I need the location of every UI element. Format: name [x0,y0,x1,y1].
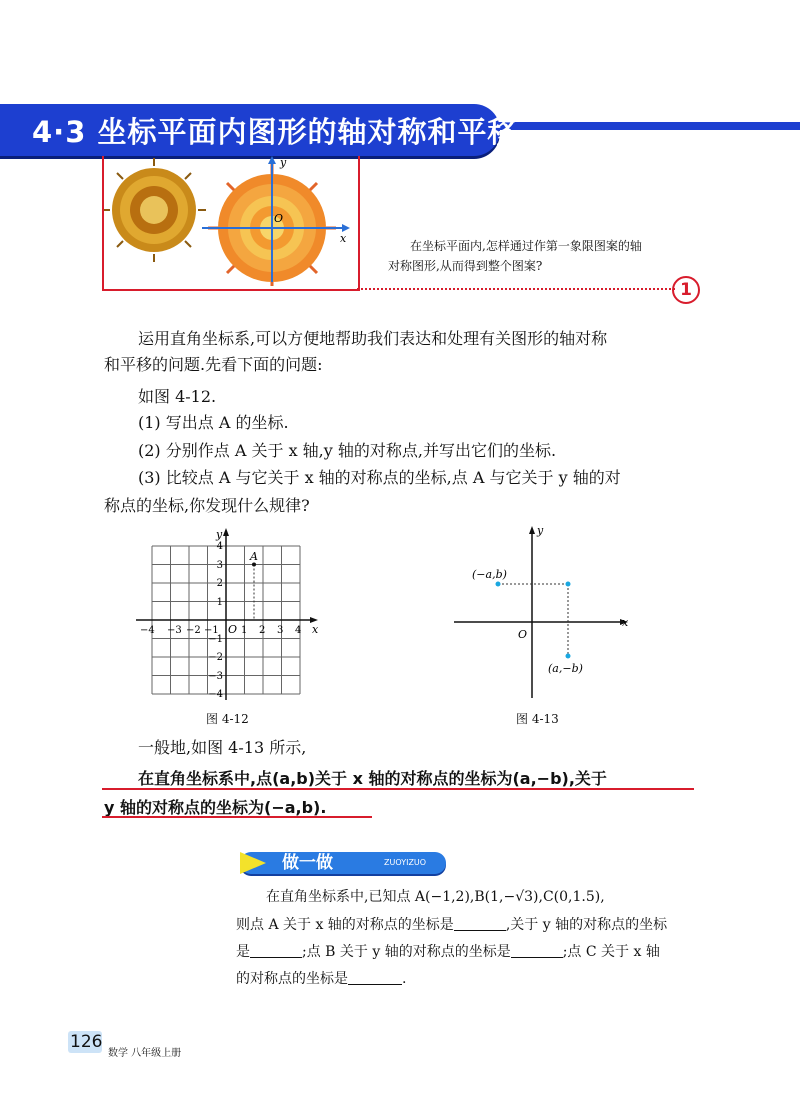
point-a [252,563,256,567]
exercise-line2: 则点 A 关于 x 轴的对称点的坐标是 ,关于 y 轴的对称点的坐标 [236,917,668,933]
banner-rule [490,122,800,130]
answer-blank-2[interactable] [250,943,302,958]
question-2: (2) 分别作点 A 关于 x 轴,y 轴的对称点,并写出它们的坐标. [138,441,557,460]
fig412-origin: O [228,623,238,636]
question-1: (1) 写出点 A 的坐标. [138,413,289,432]
figure-4-12 [130,528,330,710]
fig412-caption: 图 4-12 [206,712,249,726]
paragraph-2: 如图 4-12. [138,387,217,406]
fig413-origin: O [518,628,528,641]
svg-text:4: 4 [216,541,223,552]
point-a-b [566,582,571,587]
key-underline-2 [102,816,372,818]
intro-origin-label: O [274,212,284,225]
svg-text:3: 3 [277,625,284,636]
exercise-line1: 在直角坐标系中,已知点 A(−1,2),B(1,−√3),C(0,1.5), [266,889,605,905]
general-statement: 一般地,如图 4-13 所示, [138,738,307,757]
answer-blank-1[interactable] [454,916,506,931]
question-3-line2: 称点的坐标,你发现什么规律? [104,496,310,515]
key-statement-line1: 在直角坐标系中,点(a,b)关于 x 轴的对称点的坐标为(a,−b),关于 [138,769,607,788]
svg-text:−1: −1 [204,625,219,636]
label-neg-a-b: (−a,b) [472,568,507,581]
svg-text:−4: −4 [208,689,223,700]
fig412-x-label: x [312,623,319,636]
point-neg-a-b [496,582,501,587]
exercise-pinyin: ZUOYIZUO [384,858,427,867]
fig413-x-label: x [622,616,629,629]
intro-x-label: x [340,232,347,245]
exercise-line4: 的对称点的坐标是 . [236,971,407,987]
answer-blank-4[interactable] [348,970,402,985]
exercise-title: 做一做 [282,853,333,873]
section-number-badge: 1 [672,276,700,304]
svg-text:−3: −3 [208,671,223,682]
answer-blank-3[interactable] [511,943,563,958]
point-a-label: A [250,550,258,563]
left-flower-icon [104,158,206,262]
intro-question-line2: 对称图形,从而得到整个图案? [388,259,543,273]
svg-text:−3: −3 [167,625,182,636]
key-statement-line2: y 轴的对称点的坐标为(−a,b). [104,798,327,817]
svg-text:3: 3 [216,560,223,571]
svg-text:2: 2 [259,625,266,636]
page-number: 126 [70,1032,103,1052]
intro-question-line1: 在坐标平面内,怎样通过作第一象限图案的轴 [410,239,642,253]
intro-y-label: y [280,156,287,169]
section-title: 4·3 坐标平面内图形的轴对称和平移 [32,115,518,149]
svg-text:−2: −2 [208,652,223,663]
key-underline-1 [102,788,694,790]
svg-text:1: 1 [241,625,248,636]
flower-pattern-figure [104,156,354,286]
svg-text:−1: −1 [208,634,223,645]
svg-text:2: 2 [216,578,223,589]
book-title: 数学 八年级上册 [108,1048,182,1059]
question-3-line1: (3) 比较点 A 与它关于 x 轴的对称点的坐标,点 A 与它关于 y 轴的对 [138,468,621,487]
point-a-neg-b [566,654,571,659]
svg-text:−4: −4 [140,625,155,636]
fig412-y-label: y [216,528,223,541]
dotted-divider [357,288,675,290]
label-a-neg-b: (a,−b) [548,662,583,675]
paragraph-1-line1: 运用直角坐标系,可以方便地帮助我们表达和处理有关图形的轴对称 [138,329,608,348]
exercise-arrow-icon [240,852,266,874]
paragraph-1-line2: 和平移的问题.先看下面的问题: [104,355,323,374]
svg-text:−2: −2 [186,625,201,636]
fig413-caption: 图 4-13 [516,712,559,726]
svg-text:1: 1 [216,597,223,608]
figure-4-13 [450,522,640,704]
svg-text:4: 4 [295,625,302,636]
fig413-y-label: y [537,524,544,537]
exercise-line3: 是 ;点 B 关于 y 轴的对称点的坐标是 ;点 C 关于 x 轴 [236,944,660,960]
